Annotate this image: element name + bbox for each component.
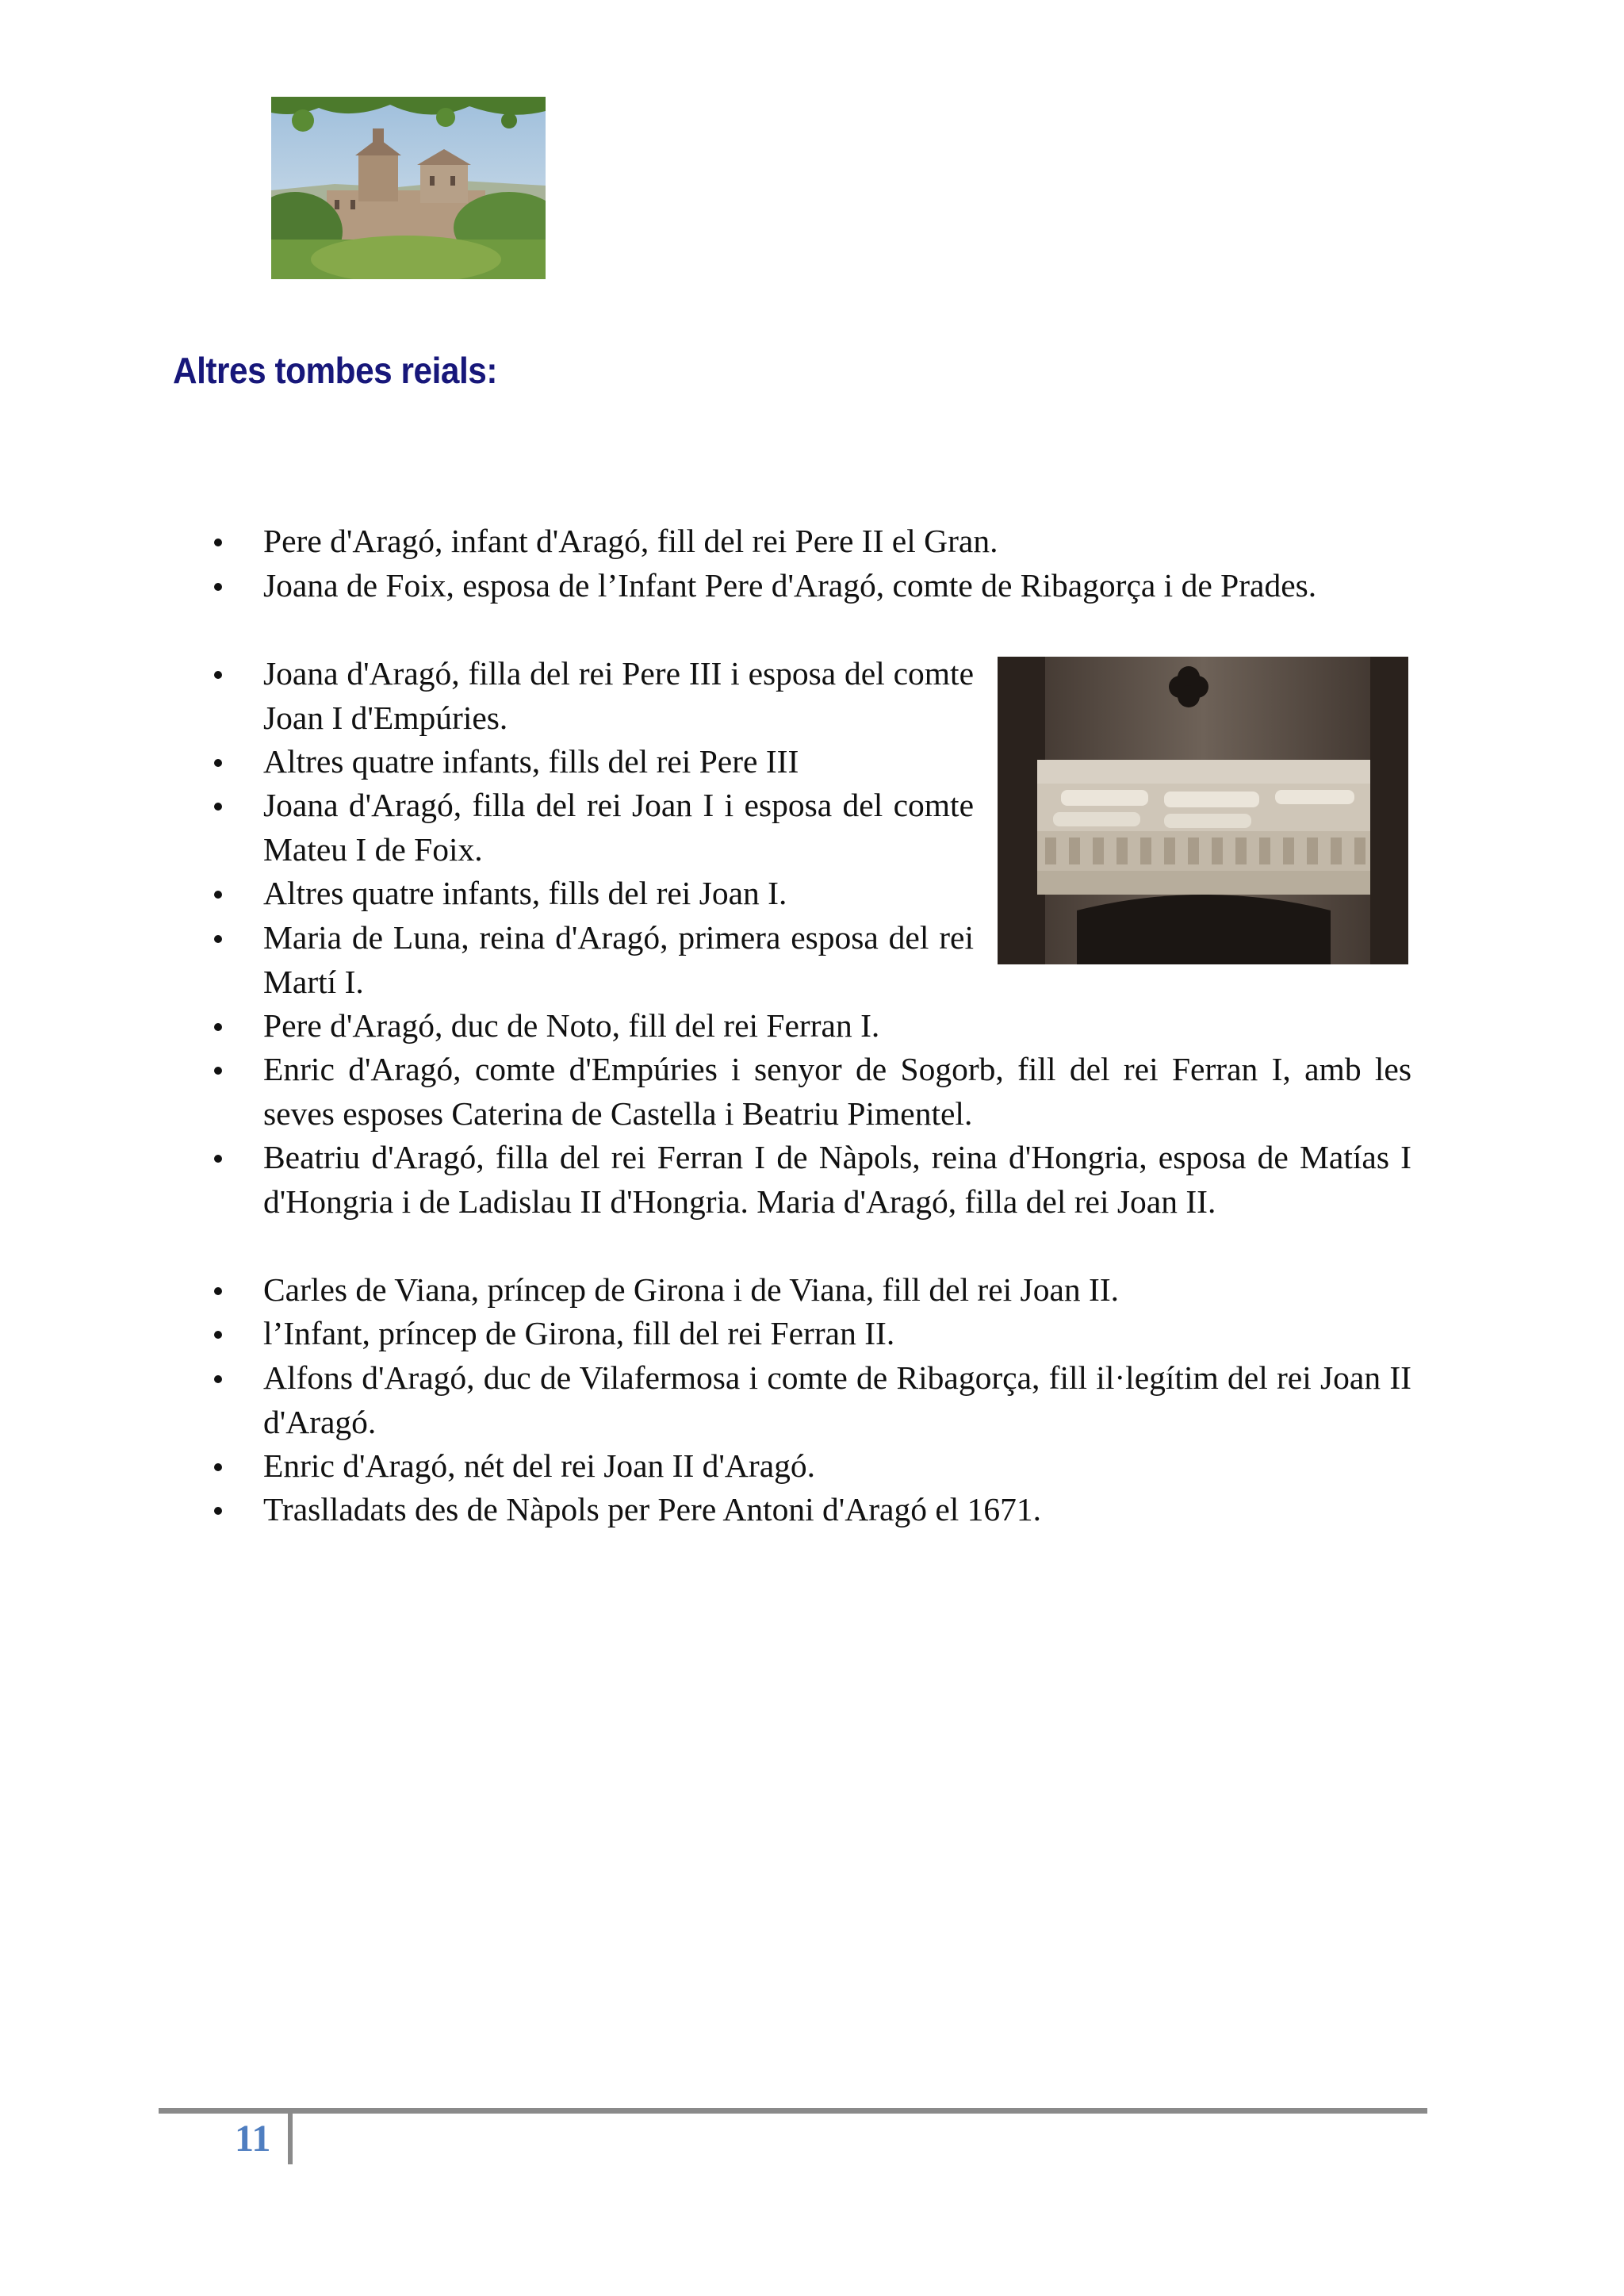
bullet (214, 1331, 222, 1339)
bullet (214, 1023, 222, 1031)
royal-tomb-photo (998, 657, 1408, 964)
bullet (214, 803, 222, 811)
bullet (214, 671, 222, 679)
page-number-divider (288, 2114, 293, 2164)
bullet (214, 1375, 222, 1383)
monastery-photo (271, 97, 546, 279)
section-heading: Altres tombes reials: (173, 350, 497, 391)
bullet (214, 1507, 222, 1515)
bullet (214, 1155, 222, 1163)
bullet (214, 759, 222, 767)
bullet (214, 539, 222, 546)
bullet (214, 1067, 222, 1075)
bullet (214, 935, 222, 943)
bullet (214, 891, 222, 899)
bullet (214, 1463, 222, 1471)
footer-rule (159, 2108, 1427, 2114)
bullet (214, 1287, 222, 1295)
page-number: 11 (235, 2118, 271, 2160)
bullet (214, 583, 222, 591)
